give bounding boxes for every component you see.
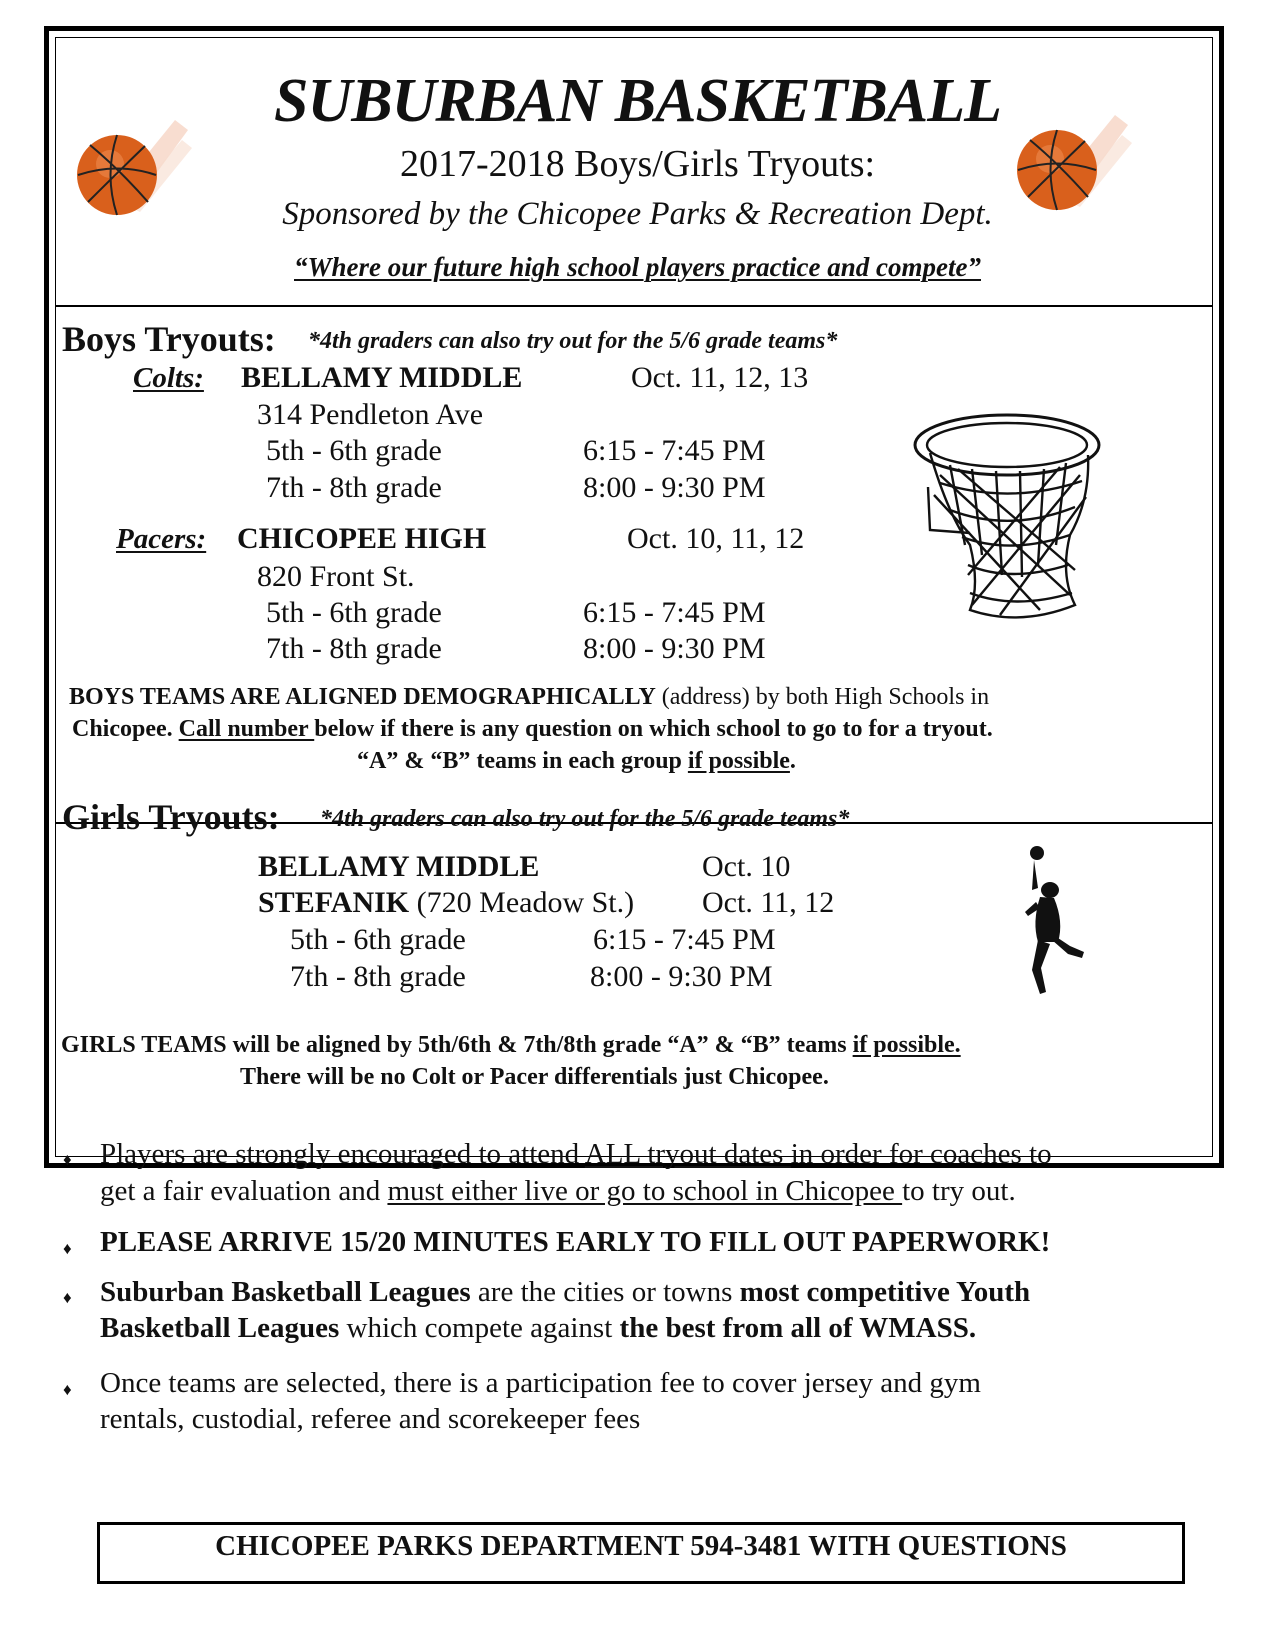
bullet-fee-line-2: rentals, custodial, referee and scorekeeper fees (100, 1403, 641, 1435)
pacers-dates: Oct. 10, 11, 12 (627, 522, 805, 555)
girls-time-7-8: 8:00 - 9:30 PM (590, 960, 773, 993)
pacers-time-5-6: 6:15 - 7:45 PM (583, 596, 766, 629)
motto: “Where our future high school players practice and compete” (294, 252, 981, 282)
player-silhouette-icon (1010, 842, 1095, 997)
girls-grade-5-6: 5th - 6th grade (290, 923, 466, 956)
bullet-icon: ♦ (63, 1150, 72, 1169)
colts-time-7-8: 8:00 - 9:30 PM (583, 471, 766, 504)
header-divider (55, 305, 1213, 307)
pacers-team-label: Pacers: (116, 523, 207, 555)
bullet-icon: ♦ (63, 1239, 72, 1258)
girls-dates-bellamy: Oct. 10 (702, 850, 791, 883)
pacers-address: 820 Front St. (257, 560, 415, 593)
pacers-grade-5-6: 5th - 6th grade (266, 596, 442, 629)
bullet-leagues-line-1: Suburban Basketball Leagues are the cities or towns most competitive Youth (100, 1276, 1031, 1308)
colts-address: 314 Pendleton Ave (257, 398, 484, 431)
colts-grade-5-6: 5th - 6th grade (266, 434, 442, 467)
flyer-subtitle: 2017-2018 Boys/Girls Tryouts: (399, 143, 876, 185)
bullet-leagues-line-2: Basketball Leagues which compete against the best from all of WMASS. (100, 1312, 977, 1344)
girls-venue-bellamy: BELLAMY MIDDLE (258, 850, 540, 883)
boys-tryouts-heading: Boys Tryouts: (62, 319, 276, 359)
girls-time-5-6: 6:15 - 7:45 PM (593, 923, 776, 956)
boys-grade-note: *4th graders can also try out for the 5/6 grade teams* (308, 328, 838, 354)
call-number-link: Call number (178, 716, 315, 742)
colts-venue: BELLAMY MIDDLE (241, 361, 523, 394)
colts-grade-7-8: 7th - 8th grade (266, 471, 442, 504)
girls-grade-7-8: 7th - 8th grade (290, 960, 466, 993)
colts-team-label: Colts: (133, 362, 204, 394)
girls-alignment-line-1: GIRLS TEAMS will be aligned by 5th/6th & 7th/8th grade “A” & “B” teams if possible. (61, 1032, 961, 1058)
colts-dates: Oct. 11, 12, 13 (631, 361, 809, 394)
bullet-fee-line-1: Once teams are selected, there is a participation fee to cover jersey and gym (100, 1367, 981, 1399)
boys-alignment-line-1: BOYS TEAMS ARE ALIGNED DEMOGRAPHICALLY (address) by both High Schools in (69, 684, 990, 710)
basketball-hoop-icon (910, 405, 1105, 630)
flyer-title: SUBURBAN BASKETBALL (274, 67, 1001, 135)
girls-tryouts-heading: Girls Tryouts: (62, 797, 280, 837)
contact-text: CHICOPEE PARKS DEPARTMENT 594-3481 WITH QUESTIONS (215, 1530, 1067, 1562)
sponsor-line: Sponsored by the Chicopee Parks & Recreation Dept. (282, 196, 993, 232)
bullet-attendance-line-1: Players are strongly encouraged to attend ALL tryout dates in order for coaches to (100, 1138, 1052, 1170)
pacers-grade-7-8: 7th - 8th grade (266, 632, 442, 665)
bullet-icon: ♦ (63, 1288, 72, 1307)
boys-alignment-line-2: Chicopee. Call number below if there is any question on which school to go to for a tryout. (72, 716, 993, 742)
bullet-arrive-early: PLEASE ARRIVE 15/20 MINUTES EARLY TO FILL OUT PAPERWORK! (100, 1226, 1051, 1258)
bullet-icon: ♦ (63, 1380, 72, 1399)
pacers-venue: CHICOPEE HIGH (237, 522, 487, 555)
girls-venue-stefanik: STEFANIK (720 Meadow St.) (258, 886, 635, 919)
girls-dates-stefanik: Oct. 11, 12 (702, 886, 835, 919)
girls-alignment-line-2: There will be no Colt or Pacer differentials just Chicopee. (240, 1064, 829, 1090)
colts-time-5-6: 6:15 - 7:45 PM (583, 434, 766, 467)
bullet-attendance-line-2: get a fair evaluation and must either live or go to school in Chicopee to try out. (100, 1175, 1016, 1207)
boys-alignment-line-3: “A” & “B” teams in each group if possible. (357, 748, 796, 774)
girls-grade-note: *4th graders can also try out for the 5/6 grade teams* (320, 806, 850, 832)
pacers-time-7-8: 8:00 - 9:30 PM (583, 632, 766, 665)
